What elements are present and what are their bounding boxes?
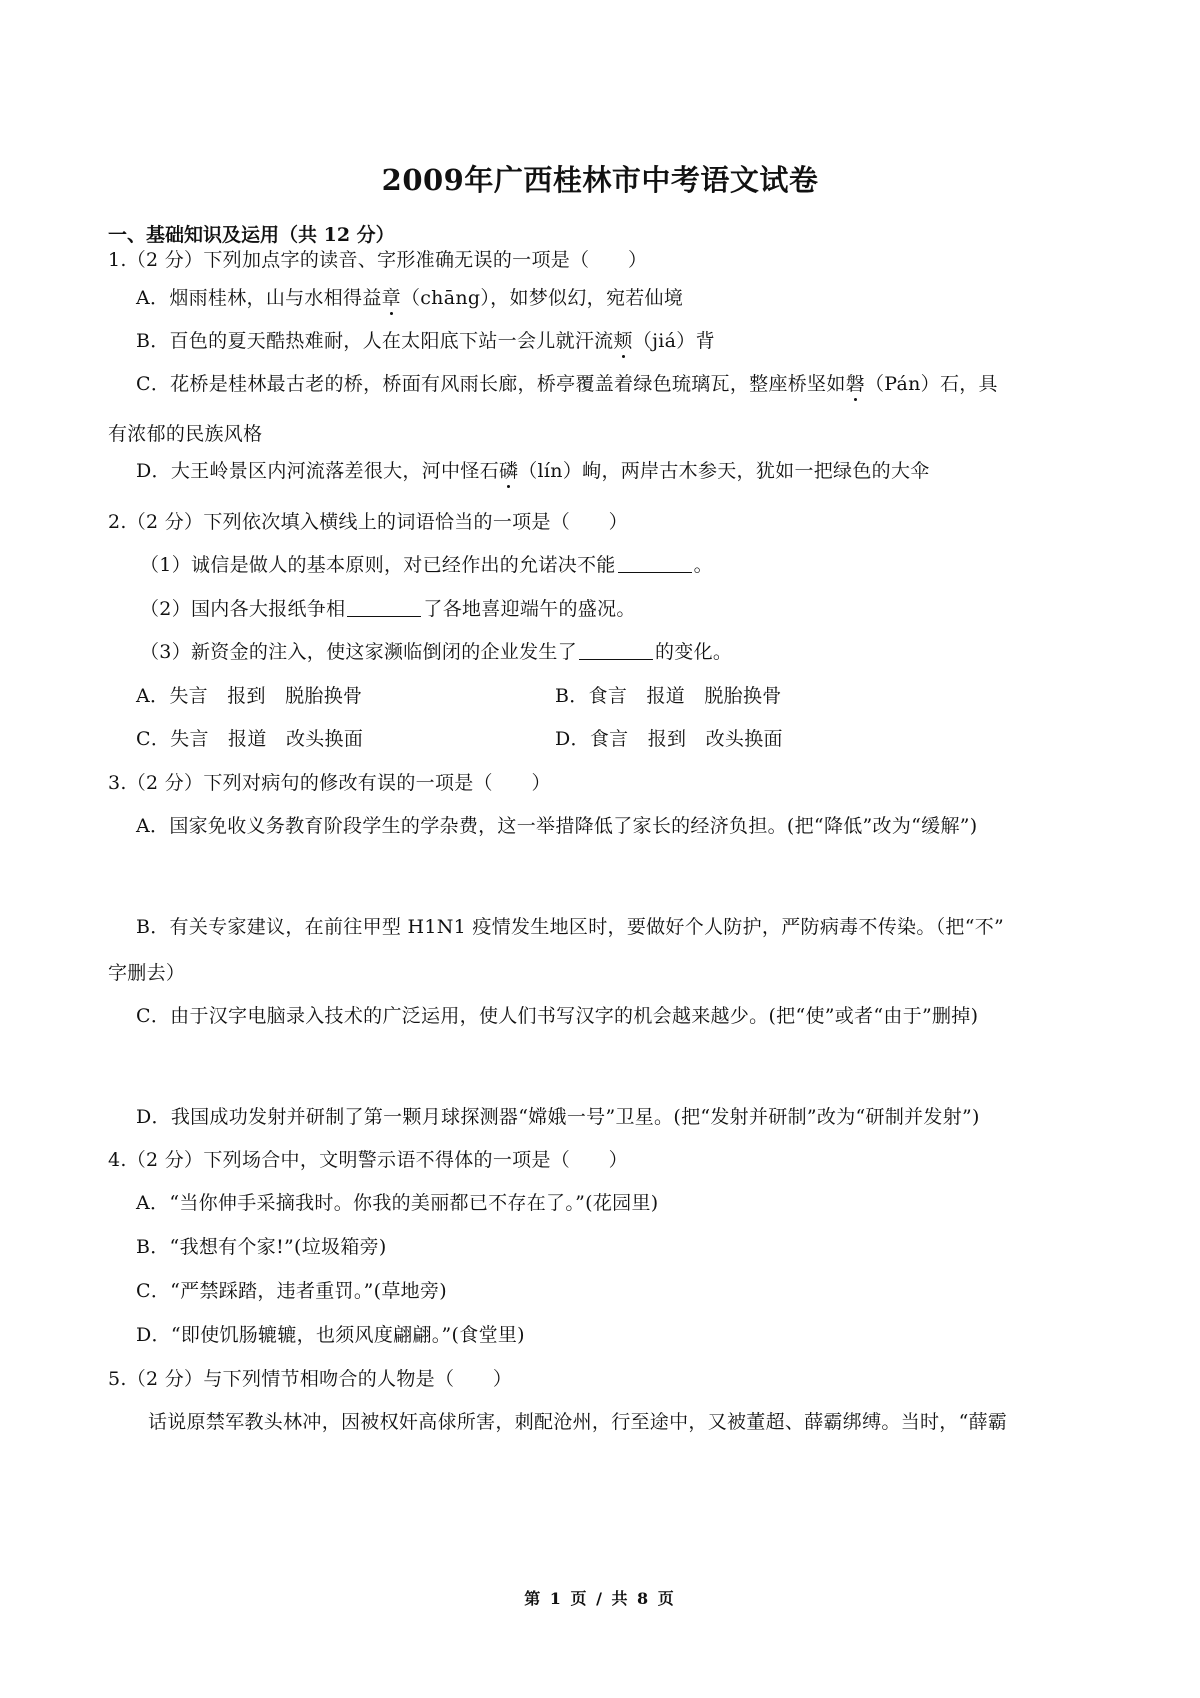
question-2-option-c: C．失言 报道 改头换面 [136, 728, 364, 750]
fill-blank [579, 641, 653, 660]
question-2-sentence-2: （2）国内各大报纸争相 了各地喜迎端午的盛况。 [140, 598, 636, 620]
question-1-option-d: D．大王岭景区内河流落差很大，河中怪石磷（lín）峋，两岸古木参天，犹如一把绿色的大伞 [136, 460, 930, 482]
question-2-option-a: A．失言 报到 脱胎换骨 [136, 685, 363, 707]
fill-blank [618, 554, 692, 573]
fill-blank [347, 598, 421, 617]
question-4-option-a: A．“当你伸手采摘我时。你我的美丽都已不存在了。”(花园里) [136, 1192, 659, 1214]
question-3-option-d: D．我国成功发射并研制了第一颗月球探测器“嫦娥一号”卫星。(把“发射并研制”改为“研制并发射”) [136, 1106, 980, 1128]
question-2-sentence-1: （1）诚信是做人的基本原则，对已经作出的允诺决不能 。 [140, 554, 713, 576]
dotted-char: 磐 [845, 373, 865, 395]
question-1-stem: 1.（2 分）下列加点字的读音、字形准确无误的一项是（ ） [108, 249, 648, 271]
question-4-option-c: C．“严禁踩踏，违者重罚。”(草地旁) [136, 1280, 447, 1302]
question-5-passage: 话说原禁军教头林冲，因被权奸高俅所害，刺配沧州，行至途中，又被董超、薛霸绑缚。当时，“薛霸 [148, 1411, 1008, 1433]
question-2-stem: 2.（2 分）下列依次填入横线上的词语恰当的一项是（ ） [108, 511, 628, 533]
question-3-option-b: B．有关专家建议，在前往甲型 H1N1 疫情发生地区时，要做好个人防护，严防病毒不传染。（把“不” [136, 916, 1005, 938]
question-1-option-b: B．百色的夏天酷热难耐，人在太阳底下站一会儿就汗流颊（jiá）背 [136, 330, 715, 352]
question-2-option-b: B．食言 报道 脱胎换骨 [555, 685, 782, 707]
dotted-char: 颊 [613, 330, 633, 352]
question-5-stem: 5.（2 分）与下列情节相吻合的人物是（ ） [108, 1368, 513, 1390]
question-4-option-b: B．“我想有个家!”(垃圾箱旁) [136, 1236, 387, 1258]
exam-title: 2009年广西桂林市中考语文试卷 [381, 163, 819, 197]
dotted-char: 章 [381, 287, 401, 309]
question-2-sentence-3: （3）新资金的注入，使这家濒临倒闭的企业发生了 的变化。 [140, 641, 733, 663]
question-1-option-a: A．烟雨桂林，山与水相得益章（chāng），如梦似幻，宛若仙境 [136, 287, 684, 309]
question-3-option-c: C．由于汉字电脑录入技术的广泛运用，使人们书写汉字的机会越来越少。(把“使”或者“由于”删掉) [136, 1005, 979, 1027]
dotted-char: 磷 [498, 460, 519, 482]
question-1-option-c-continued: 有浓郁的民族风格 [108, 423, 263, 445]
question-1-option-c: C．花桥是桂林最古老的桥，桥面有风雨长廊，桥亭覆盖着绿色琉璃瓦，整座桥坚如磐（Pán）石，具 [136, 373, 998, 395]
question-4-stem: 4.（2 分）下列场合中，文明警示语不得体的一项是（ ） [108, 1149, 628, 1171]
question-3-option-b-continued: 字删去） [108, 962, 186, 984]
question-4-option-d: D．“即使饥肠辘辘，也须风度翩翩。”(食堂里) [136, 1324, 525, 1346]
question-3-option-a: A．国家免收义务教育阶段学生的学杂费，这一举措降低了家长的经济负担。(把“降低”改为“缓解”) [136, 815, 978, 837]
page-footer: 第 1 页 / 共 8 页 [524, 1589, 676, 1608]
section-heading: 一、基础知识及运用（共 12 分） [108, 224, 395, 246]
question-2-option-d: D．食言 报到 改头换面 [555, 728, 783, 750]
question-3-stem: 3.（2 分）下列对病句的修改有误的一项是（ ） [108, 772, 551, 794]
